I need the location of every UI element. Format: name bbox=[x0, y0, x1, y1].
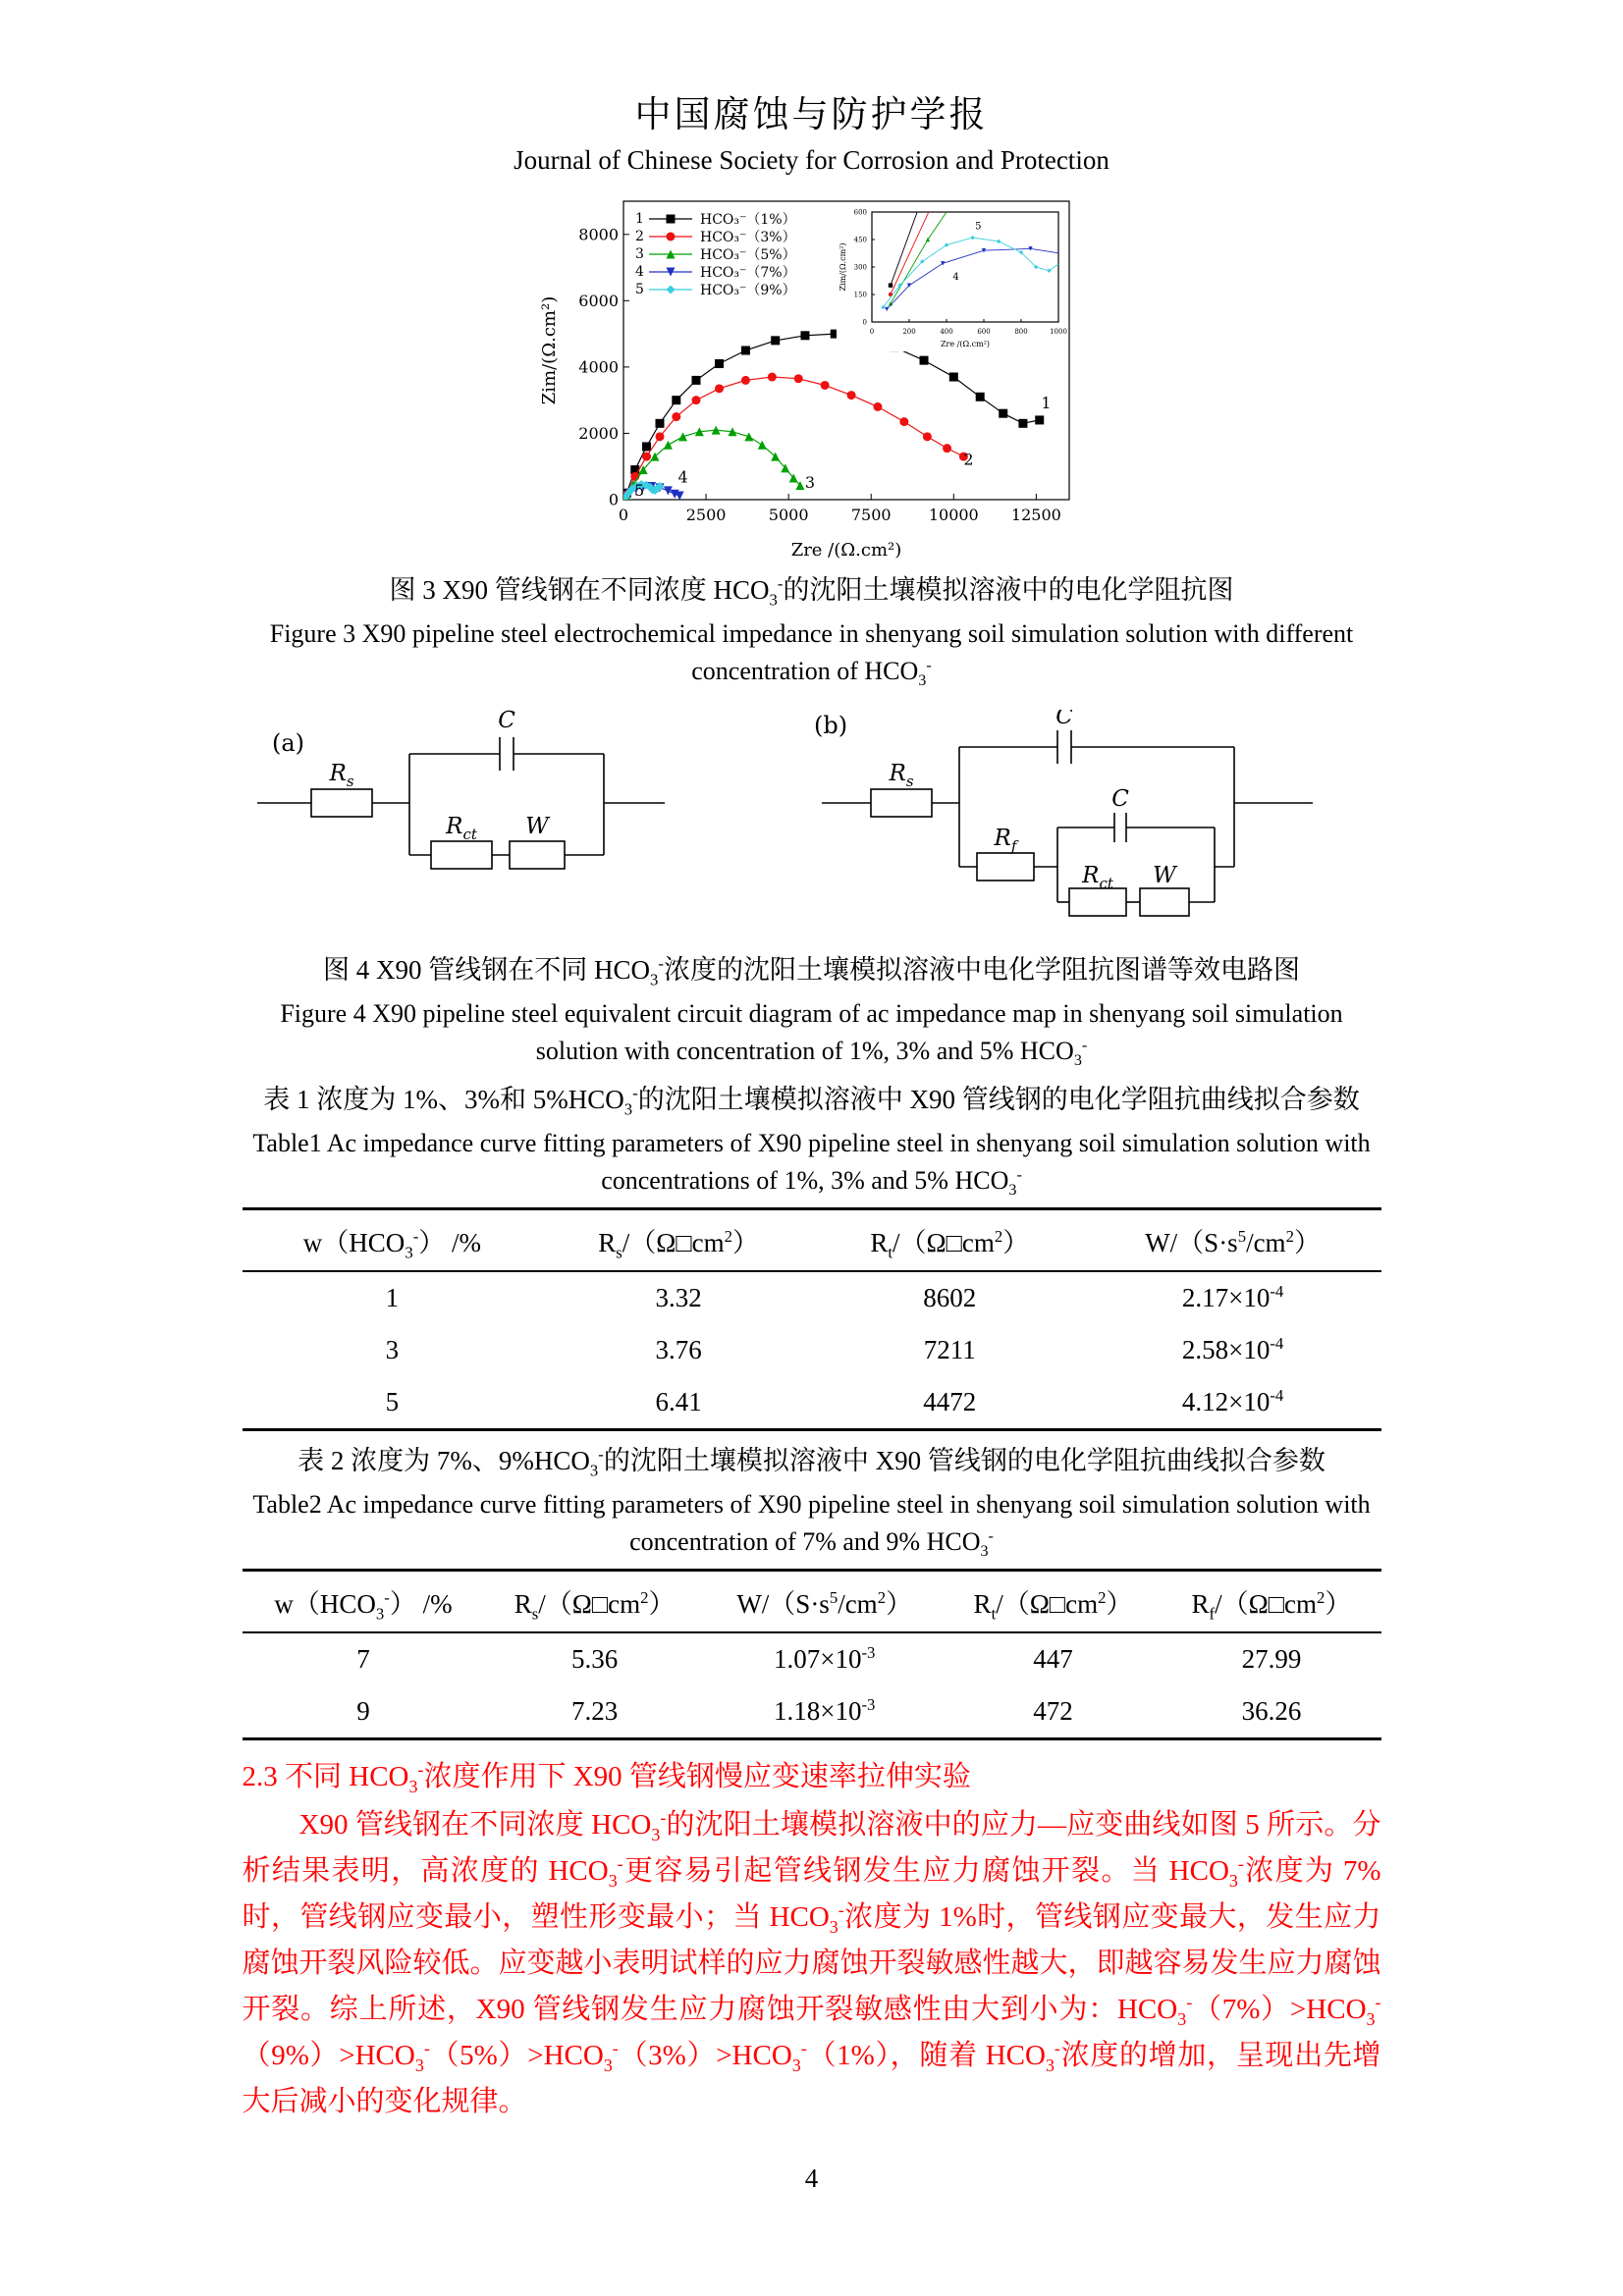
svg-text:8000: 8000 bbox=[577, 225, 619, 244]
table-cell: 5 bbox=[385, 1387, 400, 1416]
table-cell: 1 bbox=[385, 1283, 400, 1312]
svg-text:300: 300 bbox=[853, 263, 867, 272]
section-heading-2-3: 2.3 不同 $HCO_3^-$浓度作用下 X90 管线钢慢应变速率拉伸实验 bbox=[242, 1759, 971, 1796]
table2-caption-en: Table2 Ac impedance curve fitting parameters of X90 pipeline steel in shenyang soil simulation solution with concentration of 7% and 9% $HCO_3^-$ bbox=[252, 1490, 1371, 1561]
table-cell: 472 bbox=[1033, 1696, 1073, 1726]
svg-text:0: 0 bbox=[618, 506, 628, 524]
table-cell: $1.18\times 10^{-3}$ bbox=[773, 1695, 876, 1726]
rct-label-b: $R_{ct}$ bbox=[1081, 863, 1113, 892]
x-axis-label: Zre /(Ω.cm²) bbox=[940, 340, 990, 348]
curve-number-annotation: 2 bbox=[962, 450, 974, 469]
svg-text:200: 200 bbox=[901, 328, 916, 336]
table-cell: 27.99 bbox=[1241, 1644, 1302, 1674]
circuit-b bbox=[822, 730, 1313, 916]
svg-text:7500: 7500 bbox=[850, 506, 892, 524]
svg-text:HCO₃⁻（5%）: HCO₃⁻（5%） bbox=[699, 247, 796, 263]
table-cell: 36.26 bbox=[1241, 1696, 1302, 1726]
table-cell: 3 bbox=[385, 1335, 400, 1364]
table-cell: $1.07\times 10^{-3}$ bbox=[773, 1643, 876, 1674]
table-row bbox=[243, 1324, 1381, 1376]
figure4-caption-cn: 图 4 X90 管线钢在不同 $HCO_3^-$浓度的沈阳土壤模拟溶液中电化学阻抗图谱等效电路图 bbox=[323, 954, 1300, 989]
svg-text:10000: 10000 bbox=[928, 506, 979, 524]
journal-title-cn: 中国腐蚀与防护学报 bbox=[634, 95, 989, 135]
svg-text:4000: 4000 bbox=[577, 357, 619, 377]
table1-caption-en: Table1 Ac impedance curve fitting parameters of X90 pipeline steel in shenyang soil simulation solution with concentrations of 1%, 3% and 5% $HCO_3^-$ bbox=[252, 1129, 1371, 1200]
circuit-a bbox=[257, 737, 665, 869]
svg-text:450: 450 bbox=[853, 236, 867, 244]
svg-text:6000: 6000 bbox=[577, 291, 619, 310]
table-row bbox=[243, 1685, 1381, 1739]
svg-text:1: 1 bbox=[634, 211, 644, 227]
table-cell: 7 bbox=[356, 1644, 370, 1674]
column-header: $R_s/(\Omega□cm^2)$ bbox=[598, 1227, 760, 1262]
y-axis-label: Zim/(Ω.cm²) bbox=[538, 295, 560, 405]
table-row bbox=[243, 1632, 1381, 1685]
table-cell: 8602 bbox=[923, 1283, 977, 1312]
svg-text:HCO₃⁻（7%）: HCO₃⁻（7%） bbox=[699, 265, 796, 281]
w-label-a: W bbox=[524, 814, 549, 839]
table-cell: 9 bbox=[356, 1696, 370, 1726]
circuit-b-label: (b) bbox=[813, 712, 847, 739]
table-cell: 5.36 bbox=[571, 1644, 619, 1674]
table2-caption-cn: 表 2 浓度为 7%、$9\%HCO_3^-$的沈阳土壤模拟溶液中 X90 管线钢的电化学阻抗曲线拟合参数 bbox=[298, 1445, 1325, 1480]
table2-body bbox=[243, 1632, 1381, 1739]
table2-impedance-fitting bbox=[243, 1569, 1381, 1740]
figure3-caption-en: Figure 3 X90 pipeline steel electrochemical impedance in shenyang soil simulation solution with different concentration of $HCO_3^-$ bbox=[269, 619, 1354, 690]
rs-label-a: $R_s$ bbox=[328, 761, 354, 790]
figure4-equivalent-circuit bbox=[243, 710, 1381, 940]
c-label-a: C bbox=[497, 710, 515, 733]
svg-text:5: 5 bbox=[634, 282, 644, 297]
table1-impedance-fitting bbox=[243, 1207, 1381, 1431]
curve-number-annotation: 5 bbox=[633, 480, 644, 500]
svg-text:HCO₃⁻（9%）: HCO₃⁻（9%） bbox=[699, 283, 796, 298]
column-header: $R_s/(\Omega□cm^2)$ bbox=[514, 1588, 676, 1624]
svg-text:3: 3 bbox=[634, 246, 644, 262]
table1-header bbox=[243, 1209, 1381, 1272]
body-paragraph: X90 管线钢在不同浓度 $HCO_3^-$的沈阳土壤模拟溶液中的应力—应变曲线如图 5 所示。分析结果表明，高浓度的 $HCO_3^-$更容易引起管线钢发生应力腐蚀开裂。当 $HCO_3^-$浓度为 7%时，管线钢应变最小，塑性形变最小；当 $HCO_3^-$浓度为 1%时，管线钢应变最大，发生应力腐蚀开裂风险较低。应变越小表明试样的应力腐蚀开裂敏感性越大，即越容易发生应力腐蚀开裂。综上所述，X90 管线钢发生应力腐蚀开裂敏感性由大到小为：$HCO_3^-(7\%)>HCO_3^-(9\%)>HCO_3^-(5\%)>HCO_3^-(3\%)>HCO_3^-(1\%)$，随着 $HCO_3^-$浓度的增加，呈现出先增大后减小的变化规律。 bbox=[242, 1807, 1381, 2117]
w-label-b: W bbox=[1152, 863, 1176, 888]
table-cell: $2.17\times 10^{-4}$ bbox=[1181, 1282, 1284, 1312]
nyquist-inset-chart bbox=[837, 202, 1067, 351]
table-row bbox=[243, 1376, 1381, 1430]
circuit-diagram-svg bbox=[243, 710, 1381, 935]
figure3-nyquist-plot bbox=[537, 189, 1087, 561]
svg-text:400: 400 bbox=[939, 328, 953, 336]
table-cell: $2.58\times 10^{-4}$ bbox=[1181, 1334, 1284, 1364]
table-cell: 3.76 bbox=[655, 1335, 702, 1364]
table-row bbox=[243, 1271, 1381, 1324]
column-header: $R_t/(\Omega□cm^2)$ bbox=[870, 1227, 1030, 1262]
table-cell: 447 bbox=[1033, 1644, 1073, 1674]
svg-text:800: 800 bbox=[1013, 328, 1028, 336]
circuit-a-label: (a) bbox=[271, 729, 304, 757]
curve-number-annotation: 1 bbox=[1040, 394, 1052, 413]
journal-title-en: Journal of Chinese Society for Corrosion and Protection bbox=[514, 145, 1109, 175]
svg-text:600: 600 bbox=[976, 328, 991, 336]
c-inner-label-b: C bbox=[1110, 786, 1129, 812]
column-header: $W/(S\cdot s^5/cm^2)$ bbox=[1145, 1227, 1321, 1257]
y-axis-label: Zim/(Ω.cm²) bbox=[838, 242, 847, 292]
column-header: $R_t/(\Omega□cm^2)$ bbox=[973, 1588, 1133, 1624]
x-axis-label: Zre /(Ω.cm²) bbox=[790, 540, 901, 561]
table1-caption-cn: 表 1 浓度为 1%、3%和 $5\%HCO_3^-$的沈阳土壤模拟溶液中 X90 管线钢的电化学阻抗曲线拟合参数 bbox=[263, 1084, 1360, 1119]
svg-text:HCO₃⁻（1%）: HCO₃⁻（1%） bbox=[699, 212, 796, 228]
svg-text:12500: 12500 bbox=[1010, 506, 1061, 524]
svg-text:2: 2 bbox=[634, 229, 644, 244]
page-number: 4 bbox=[804, 2163, 819, 2193]
figure3-caption-cn: 图 3 X90 管线钢在不同浓度 $HCO_3^-$的沈阳土壤模拟溶液中的电化学阻抗图 bbox=[389, 574, 1234, 610]
svg-text:0: 0 bbox=[862, 318, 867, 327]
curve-number-annotation: 4 bbox=[676, 467, 688, 487]
rf-label-b: $R_f$ bbox=[994, 826, 1016, 855]
svg-text:0: 0 bbox=[608, 490, 619, 509]
curve-number-annotation: 5 bbox=[974, 221, 981, 233]
table-cell: 7.23 bbox=[571, 1696, 619, 1726]
table-cell: 7211 bbox=[923, 1335, 976, 1364]
svg-text:HCO₃⁻（3%）: HCO₃⁻（3%） bbox=[699, 230, 796, 245]
column-header: $W/(S\cdot s^5/cm^2)$ bbox=[736, 1588, 913, 1619]
column-header: $R_f/(\Omega□cm^2)$ bbox=[1191, 1588, 1352, 1624]
table-cell: $4.12\times 10^{-4}$ bbox=[1181, 1386, 1284, 1416]
svg-text:0: 0 bbox=[869, 328, 874, 336]
svg-text:150: 150 bbox=[853, 291, 867, 299]
svg-text:5000: 5000 bbox=[768, 506, 809, 524]
table1-body bbox=[243, 1271, 1381, 1430]
column-header: $w(HCO_3^-)$ /% bbox=[302, 1227, 482, 1262]
curve-number-annotation: 4 bbox=[951, 272, 959, 284]
svg-text:1000: 1000 bbox=[1049, 328, 1067, 336]
svg-text:2500: 2500 bbox=[685, 506, 726, 524]
rs-label-b: $R_s$ bbox=[888, 761, 914, 790]
c-outer-label-b: C bbox=[1055, 710, 1073, 729]
rct-label-a: $R_{ct}$ bbox=[445, 814, 477, 843]
table-cell: 6.41 bbox=[655, 1387, 702, 1416]
figure4-caption-en: Figure 4 X90 pipeline steel equivalent circuit diagram of ac impedance map in shenyang soil simulation solution with concentration of 1%, 3% and 5% $HCO_3^-$ bbox=[280, 999, 1343, 1070]
svg-text:600: 600 bbox=[853, 208, 867, 217]
table-cell: 4472 bbox=[923, 1387, 977, 1416]
curve-number-annotation: 3 bbox=[804, 473, 815, 493]
table-cell: 3.32 bbox=[655, 1283, 702, 1312]
table2-header bbox=[243, 1571, 1381, 1633]
svg-text:4: 4 bbox=[634, 264, 644, 280]
column-header: $w(HCO_3^-)$ /% bbox=[274, 1588, 453, 1624]
svg-text:2000: 2000 bbox=[577, 424, 619, 444]
